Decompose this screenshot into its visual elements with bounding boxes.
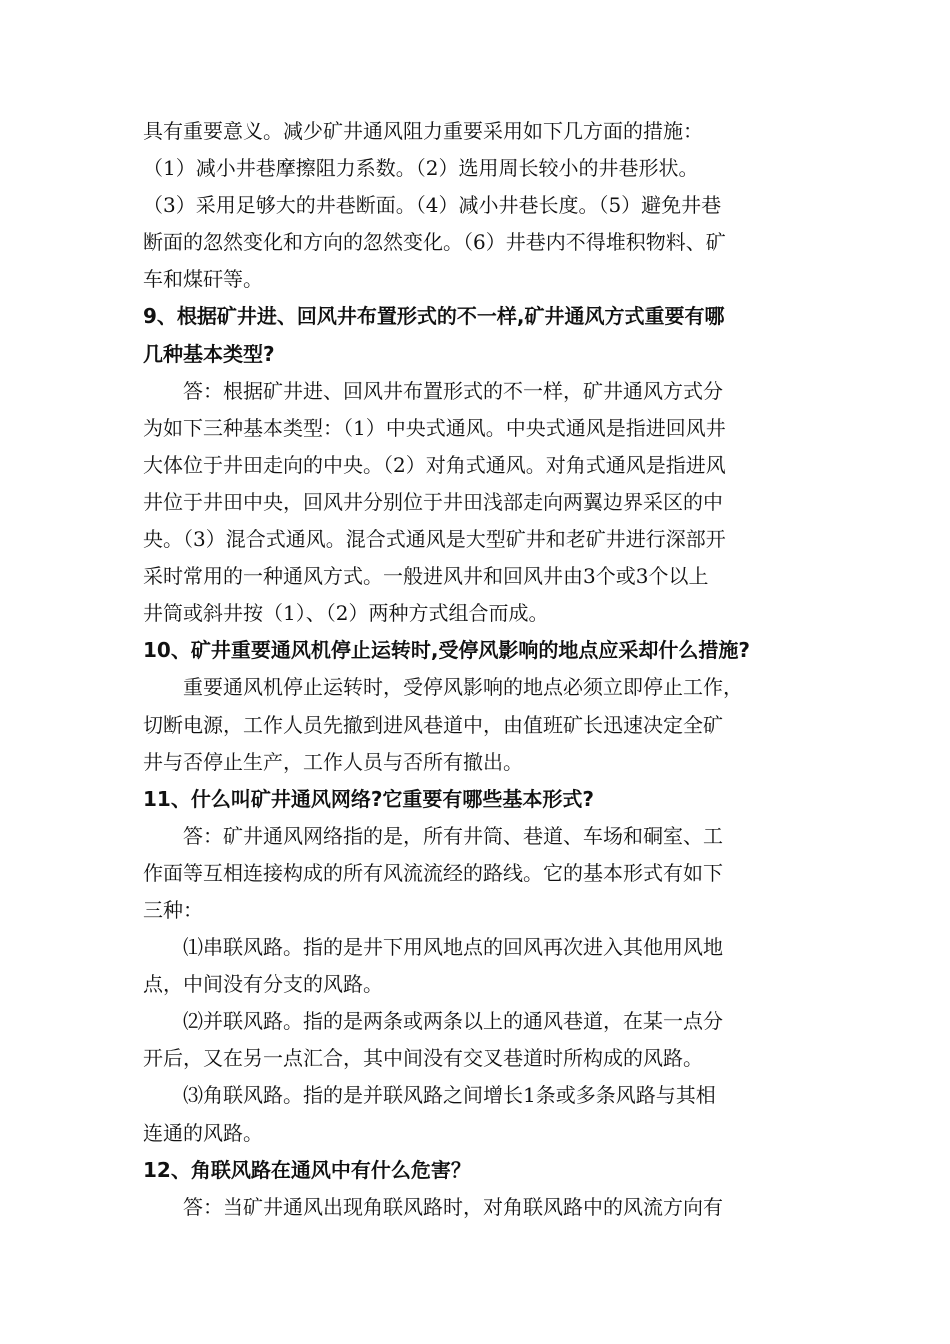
paragraph-line: 断面的忽然变化和方向的忽然变化。（6）井巷内不得堆积物料、矿 <box>143 230 726 255</box>
list-item-line: ⑶角联风路。指的是并联风路之间增长1条或多条风路与其相 <box>183 1083 716 1108</box>
question-heading: 12、角联风路在通风中有什么危害？ <box>143 1157 471 1182</box>
paragraph-line: 采时常用的一种通风方式。一般进风井和回风井由3个或3个以上 <box>143 564 709 589</box>
paragraph-line: （3）采用足够大的井巷断面。（4）减小井巷长度。（5）避免井巷 <box>143 193 722 218</box>
paragraph-line: 三种： <box>143 897 203 922</box>
paragraph-line: 井位于井田中央，回风井分别位于井田浅部走向两翼边界采区的中 <box>143 489 723 514</box>
list-item-line: ⑵并联风路。指的是两条或两条以上的通风巷道，在某一点分 <box>183 1009 723 1034</box>
paragraph-line: 点，中间没有分支的风路。 <box>143 972 383 997</box>
list-item-line: ⑴串联风路。指的是井下用风地点的回风再次进入其他用风地 <box>183 935 723 960</box>
paragraph-line: 作面等互相连接构成的所有风流流经的路线。它的基本形式有如下 <box>143 860 723 885</box>
paragraph-line: （1）减小井巷摩擦阻力系数。（2）选用周长较小的井巷形状。 <box>143 156 699 181</box>
question-heading: 10、矿井重要通风机停止运转时,受停风影响的地点应采却什么措施? <box>143 638 751 663</box>
paragraph-line: 大体位于井田走向的中央。（2）对角式通风。对角式通风是指进风 <box>143 452 726 477</box>
document-page <box>143 113 808 1226</box>
paragraph-line: 车和煤矸等。 <box>143 267 263 292</box>
paragraph-line: 井筒或斜井按（1）、（2）两种方式组合而成。 <box>143 601 549 626</box>
question-heading: 几种基本类型? <box>143 341 275 366</box>
paragraph-line: 央。（3）混合式通风。混合式通风是大型矿井和老矿井进行深部开 <box>143 527 726 552</box>
paragraph-line: 连通的风路。 <box>143 1120 263 1145</box>
paragraph-line: 切断电源，工作人员先撤到进风巷道中，由值班矿长迅速决定全矿 <box>143 712 723 737</box>
paragraph-line: 为如下三种基本类型：（1）中央式通风。中央式通风是指进回风井 <box>143 415 726 440</box>
answer-line: 答：根据矿井进、回风井布置形式的不一样，矿井通风方式分 <box>183 378 723 403</box>
question-heading: 11、什么叫矿井通风网络?它重要有哪些基本形式? <box>143 786 595 811</box>
answer-line: 重要通风机停止运转时，受停风影响的地点必须立即停止工作， <box>183 675 743 700</box>
question-heading: 9、根据矿井进、回风井布置形式的不一样,矿井通风方式重要有哪 <box>143 304 725 329</box>
paragraph-line: 开后，又在另一点汇合，其中间没有交叉巷道时所构成的风路。 <box>143 1046 703 1071</box>
answer-line: 答：当矿井通风出现角联风路时，对角联风路中的风流方向有 <box>183 1194 723 1219</box>
paragraph-line: 具有重要意义。减少矿井通风阻力重要采用如下几方面的措施： <box>143 119 703 143</box>
paragraph-line: 井与否停止生产，工作人员与否所有撤出。 <box>143 749 523 774</box>
answer-line: 答：矿井通风网络指的是，所有井筒、巷道、车场和硐室、工 <box>183 823 723 848</box>
